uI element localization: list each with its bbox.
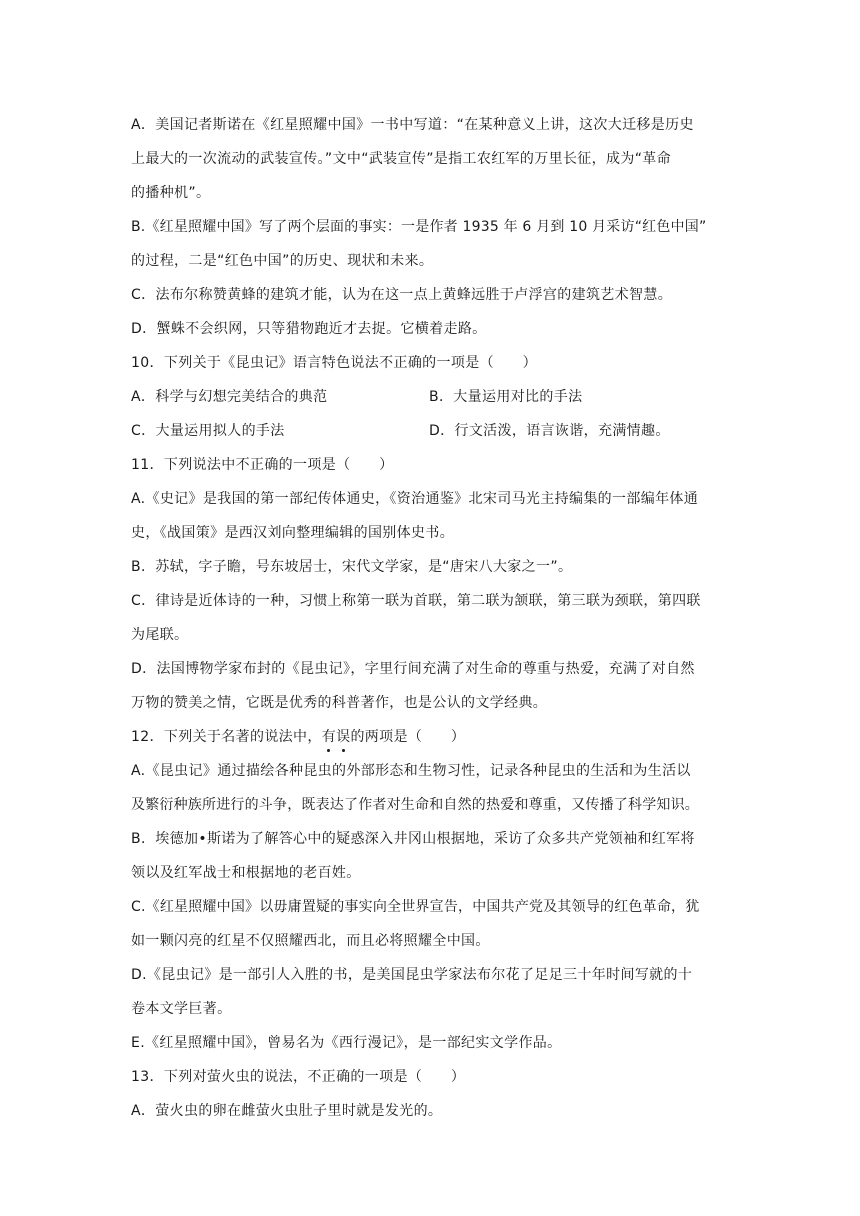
q12-option-d-line-2: 卷本文学巨著。	[131, 1001, 232, 1017]
q9-option-c-line-1: C．法布尔称赞黄蜂的建筑才能，认为在这一点上黄蜂远胜于卢浮宫的建筑艺术智慧。	[131, 287, 673, 303]
q10-option-a: A．科学与幻想完美结合的典范	[131, 389, 328, 405]
q12-option-e-line-1: E.《红星照耀中国》，曾易名为《西行漫记》，是一部纪实文学作品。	[131, 1035, 562, 1051]
q11-option-a-line-2: 史，《战国策》是西汉刘向整理编辑的国别体史书。	[131, 525, 455, 541]
question-11	[131, 448, 731, 720]
question-content	[131, 108, 731, 1128]
q12-stem-emphasis-2: 误	[336, 720, 350, 754]
q9-option-b-line-2: 的过程，二是“红色中国”的历史、现状和未来。	[131, 253, 434, 269]
q11-option-c-line-1: C．律诗是近体诗的一种，习惯上称第一联为首联，第二联为颔联，第三联为颈联，第四联	[131, 593, 701, 609]
q12-option-b-line-1: B．埃德加•斯诺为了解答心中的疑惑深入井冈山根据地，采访了众多共产党领袖和红军将	[131, 831, 695, 847]
q11-option-b-line-1: B．苏轼，字子瞻，号东坡居士，宋代文学家，是“唐宋八大家之一”。	[131, 559, 573, 575]
q12-stem-before: 12．下列关于名著的说法中，	[131, 729, 322, 745]
q12-option-a-line-2: 及繁衍种族所进行的斗争，既表达了作者对生命和自然的热爱和尊重，又传播了科学知识。	[131, 797, 699, 813]
q12-option-d-line-1: D.《昆虫记》是一部引人入胜的书，是美国昆虫学家法布尔花了足足三十年时间写就的十	[131, 967, 693, 983]
q13-option-a-line-1: A．萤火虫的卵在雌萤火虫肚子里时就是发光的。	[131, 1103, 443, 1119]
q9-option-b-line-1: B.《红星照耀中国》写了两个层面的事实：一是作者 1935 年 6 月到 10 月采访“红色中国”	[131, 219, 707, 235]
q11-option-c-line-2: 为尾联。	[131, 627, 189, 643]
q11-option-a-line-1: A.《史记》是我国的第一部纪传体通史，《资治通鉴》北宋司马光主持编集的一部编年体通	[131, 491, 699, 507]
q11-option-d-line-1: D．法国博物学家布封的《昆虫记》，字里行间充满了对生命的尊重与热爱，充满了对自然	[131, 661, 695, 677]
q12-option-c-line-1: C.《红星照耀中国》以毋庸置疑的事实向全世界宣告，中国共产党及其领导的红色革命，犹	[131, 899, 700, 915]
q12-stem-after: 的两项是（ ）	[350, 729, 466, 745]
q10-stem: 10．下列关于《昆虫记》语言特色说法不正确的一项是（ ）	[131, 355, 537, 371]
q10-option-b: B．大量运用对比的手法	[429, 389, 583, 405]
q12-option-a-line-1: A.《昆虫记》通过描绘各种昆虫的外部形态和生物习性，记录各种昆虫的生活和为生活以	[131, 763, 691, 779]
q10-options-row-2	[131, 414, 731, 448]
q12-stem-emphasis-1: 有	[322, 720, 336, 754]
question-10	[131, 346, 731, 448]
q9-option-a-line-3: 的播种机”。	[131, 185, 211, 201]
q12-stem	[131, 720, 731, 754]
q11-stem: 11．下列说法中不正确的一项是（ ）	[131, 457, 394, 473]
question-12	[131, 720, 731, 1060]
question-9-options	[131, 108, 731, 346]
q10-option-d: D．行文活泼，语言诙谐，充满情趣。	[429, 423, 670, 439]
q12-option-c-line-2: 如一颗闪亮的红星不仅照耀西北，而且必将照耀全中国。	[131, 933, 490, 949]
q10-options-row-1	[131, 380, 731, 414]
q12-option-b-line-2: 领以及红军战士和根据地的老百姓。	[131, 865, 361, 881]
q9-option-a-line-1: A．美国记者斯诺在《红星照耀中国》一书中写道：“在某种意义上讲，这次大迁移是历史	[131, 117, 694, 133]
q9-option-d-line-1: D．蟹蛛不会织网，只等猎物跑近才去捉。它横着走路。	[131, 321, 487, 337]
q13-stem: 13．下列对萤火虫的说法，不正确的一项是（ ）	[131, 1069, 466, 1085]
q10-option-c: C．大量运用拟人的手法	[131, 423, 285, 439]
question-13	[131, 1060, 731, 1128]
q9-option-a-line-2: 上最大的一次流动的武装宣传。”文中“武装宣传”是指工农红军的万里长征，成为“革命	[131, 151, 672, 167]
q11-option-d-line-2: 万物的赞美之情，它既是优秀的科普著作，也是公认的文学经典。	[131, 695, 548, 711]
